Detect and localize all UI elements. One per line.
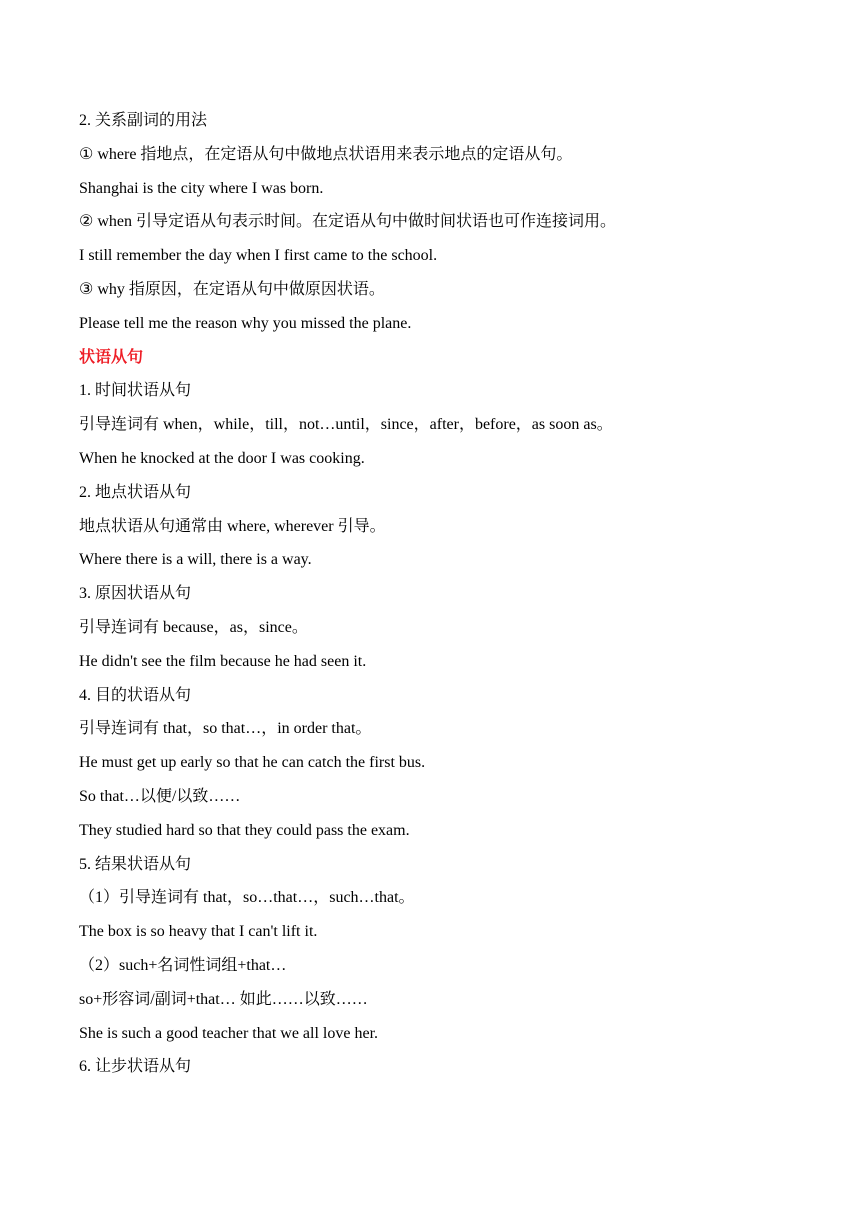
example-where: Shanghai is the city where I was born. bbox=[79, 179, 324, 197]
rule-where: ① where 指地点，在定语从句中做地点状语用来表示地点的定语从句。 bbox=[79, 145, 573, 163]
rule-reason-clause: 引导连词有 because，as，since。 bbox=[79, 618, 308, 636]
heading-time-clause: 1. 时间状语从句 bbox=[79, 382, 192, 400]
heading-relative-adverbs: 2. 关系副词的用法 bbox=[79, 112, 208, 129]
note-so-that: So that…以便/以致…… bbox=[79, 787, 241, 805]
rule-time-clause: 引导连词有 when，while，till，not…until，since，after，before，as soon as。 bbox=[79, 416, 613, 434]
heading-concession-clause: 6. 让步状语从句 bbox=[79, 1058, 192, 1076]
example-place-clause: Where there is a will, there is a way. bbox=[79, 551, 312, 569]
heading-purpose-clause: 4. 目的状语从句 bbox=[79, 686, 192, 704]
rule-place-clause: 地点状语从句通常由 where, wherever 引导。 bbox=[79, 517, 386, 535]
section-heading-adverbial-clauses: 状语从句 bbox=[79, 348, 144, 366]
example-time-clause: When he knocked at the door I was cooking. bbox=[79, 449, 365, 467]
example-reason-clause: He didn't see the film because he had seen it. bbox=[79, 652, 367, 670]
rule-why: ③ why 指原因，在定语从句中做原因状语。 bbox=[79, 280, 385, 298]
heading-reason-clause: 3. 原因状语从句 bbox=[79, 585, 192, 603]
rule-result-clause-1: （1）引导连词有 that，so…that…，such…that。 bbox=[79, 889, 415, 907]
rule-result-clause-2: （2）such+名词性词组+that… bbox=[79, 956, 287, 974]
rule-result-clause-3: so+形容词/副词+that… 如此……以致…… bbox=[79, 990, 368, 1008]
rule-purpose-clause: 引导连词有 that，so that…，in order that。 bbox=[79, 720, 372, 738]
document-body bbox=[79, 108, 799, 1088]
example-result-clause-2: She is such a good teacher that we all love her. bbox=[79, 1024, 379, 1042]
example-so-that: They studied hard so that they could pass the exam. bbox=[79, 821, 410, 839]
example-purpose-clause: He must get up early so that he can catch the first bus. bbox=[79, 754, 426, 772]
example-when: I still remember the day when I first came to the school. bbox=[79, 247, 438, 265]
example-result-clause-1: The box is so heavy that I can't lift it. bbox=[79, 923, 318, 941]
heading-place-clause: 2. 地点状语从句 bbox=[79, 483, 192, 501]
rule-when: ② when 引导定语从句表示时间。在定语从句中做时间状语也可作连接词用。 bbox=[79, 213, 617, 231]
example-why: Please tell me the reason why you missed the plane. bbox=[79, 314, 412, 332]
heading-result-clause: 5. 结果状语从句 bbox=[79, 855, 192, 873]
